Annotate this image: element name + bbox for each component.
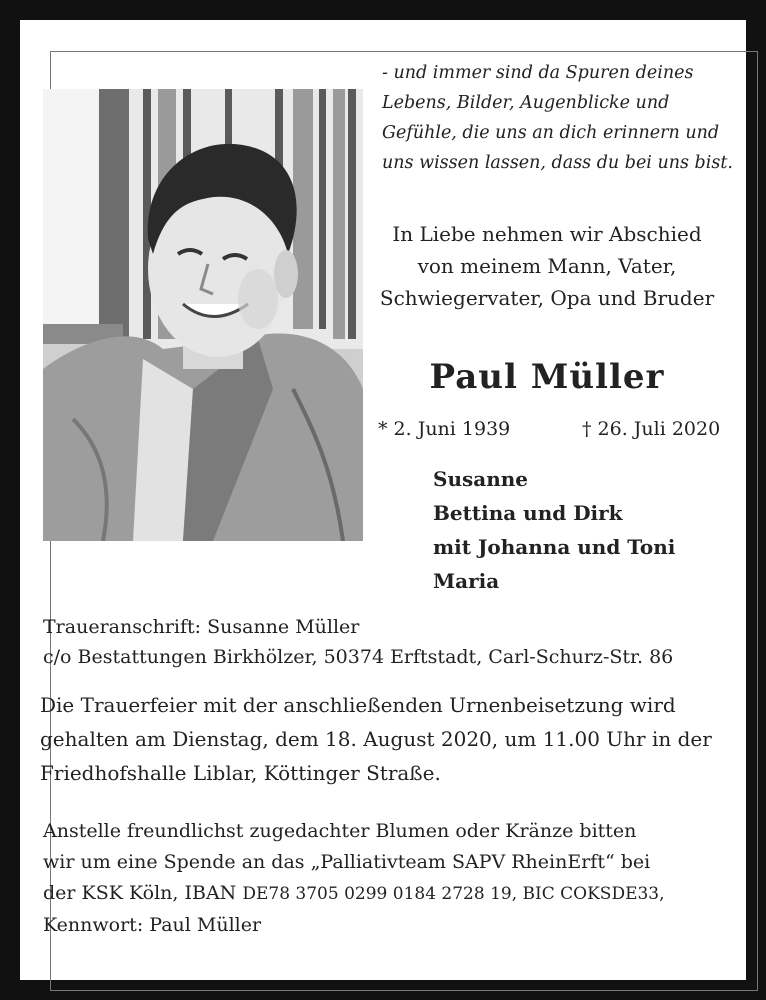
address-line: Traueranschrift: Susanne Müller	[43, 616, 360, 638]
ceremony-line: gehalten am Dienstag, dem 18. August 2020, um 11.00 Uhr in der	[40, 727, 712, 751]
mourning-family	[433, 462, 675, 598]
death-date: † 26. Juli 2020	[582, 418, 721, 440]
birth-date: * 2. Juni 1939	[378, 418, 511, 440]
funeral-ceremony-notice	[40, 688, 712, 790]
family-line: Bettina und Dirk	[433, 501, 623, 525]
family-line: mit Johanna und Toni	[433, 535, 676, 559]
quote-line: - und immer sind da Spuren deines	[382, 63, 694, 83]
intro-line: Schwiegervater, Opa und Bruder	[379, 286, 715, 310]
farewell-intro	[362, 218, 732, 314]
address-line: c/o Bestattungen Birkhölzer, 50374 Erftstadt, Carl-Schurz-Str. 86	[43, 646, 674, 668]
donation-line: Anstelle freundlichst zugedachter Blumen oder Kränze bitten	[43, 820, 637, 842]
memorial-quote	[382, 58, 732, 178]
ceremony-line: Die Trauerfeier mit der anschließenden Urnenbeisetzung wird	[40, 693, 676, 717]
intro-line: von meinem Mann, Vater,	[417, 254, 677, 278]
donation-line	[43, 878, 665, 910]
iban-bic: DE78 3705 0299 0184 2728 19, BIC COKSDE33,	[242, 884, 665, 904]
family-line: Susanne	[433, 467, 529, 491]
quote-line: Gefühle, die uns an dich erinnern und	[382, 123, 720, 143]
donation-notice	[43, 816, 665, 941]
deceased-name: Paul Müller	[429, 357, 665, 397]
quote-line: uns wissen lassen, dass du bei uns bist.	[382, 153, 733, 173]
donation-line: wir um eine Spende an das „Palliativteam SAPV RheinErft“ bei	[43, 851, 651, 873]
bank-label: der KSK Köln, IBAN	[43, 882, 243, 904]
quote-line: Lebens, Bilder, Augenblicke und	[382, 93, 670, 113]
family-line: Maria	[433, 569, 500, 593]
mourning-address	[43, 612, 673, 672]
donation-line: Kennwort: Paul Müller	[43, 914, 262, 936]
intro-line: In Liebe nehmen wir Abschied	[392, 222, 702, 246]
ceremony-line: Friedhofshalle Liblar, Köttinger Straße.	[40, 761, 441, 785]
portrait-photo	[43, 89, 363, 541]
